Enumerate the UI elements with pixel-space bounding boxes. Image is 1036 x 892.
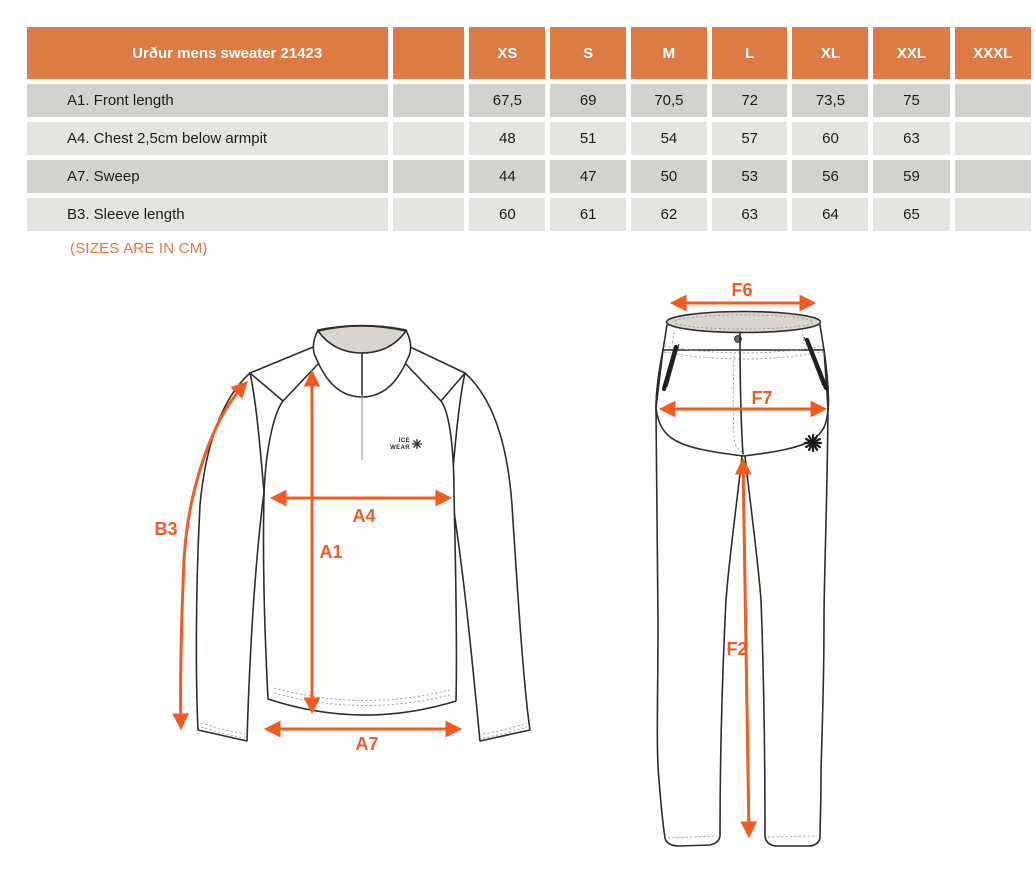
table-row: [27, 84, 1031, 117]
cell-value: 59: [873, 160, 949, 193]
cell-value: 48: [469, 122, 545, 155]
row-label: A4. Chest 2,5cm below armpit: [27, 122, 388, 155]
cell-value: 44: [469, 160, 545, 193]
size-header-l: L: [712, 27, 788, 79]
cell-value: 60: [792, 122, 868, 155]
logo-text-line2: WEAR: [390, 445, 410, 451]
cell-value: 60: [469, 198, 545, 231]
cell-value: 70,5: [631, 84, 707, 117]
waist-opening: [667, 312, 821, 333]
pants-diagram: [630, 280, 860, 870]
cell-value: [955, 160, 1032, 193]
row-blank-cell: [393, 160, 464, 193]
cell-value: 65: [873, 198, 949, 231]
size-header-s: S: [550, 27, 626, 79]
measure-label-f7: F7: [751, 388, 773, 408]
row-label: B3. Sleeve length: [27, 198, 388, 231]
measure-label-a1: A1: [319, 542, 343, 562]
sweater-right-sleeve: [451, 373, 530, 741]
table-row: [27, 122, 1031, 155]
cell-value: [955, 198, 1032, 231]
cell-value: 75: [873, 84, 949, 117]
cell-value: 64: [792, 198, 868, 231]
measure-label-a7: A7: [355, 734, 379, 754]
table-title: Urður mens sweater 21423: [27, 27, 388, 79]
size-header-m: M: [631, 27, 707, 79]
cell-value: 62: [631, 198, 707, 231]
right-pocket-stitch: [802, 330, 804, 344]
sweater-diagram: [150, 300, 550, 770]
size-header-xxxl: XXXL: [955, 27, 1032, 79]
cell-value: 61: [550, 198, 626, 231]
cell-value: 69: [550, 84, 626, 117]
table-row: [27, 160, 1031, 193]
cell-value: 47: [550, 160, 626, 193]
cell-value: [955, 122, 1032, 155]
size-header-xxl: XXL: [873, 27, 949, 79]
cell-value: 63: [873, 122, 949, 155]
size-header-xs: XS: [469, 27, 545, 79]
row-label: A7. Sweep: [27, 160, 388, 193]
units-note: (SIZES ARE IN CM): [70, 240, 208, 257]
sweater-left-sleeve: [196, 373, 264, 741]
cell-value: 53: [712, 160, 788, 193]
size-table: [22, 22, 1036, 236]
cell-value: 63: [712, 198, 788, 231]
cell-value: 50: [631, 160, 707, 193]
sweater-body: [263, 362, 456, 715]
cell-value: 73,5: [792, 84, 868, 117]
row-blank-cell: [393, 122, 464, 155]
row-blank-cell: [393, 84, 464, 117]
table-header-row: [27, 27, 1031, 79]
cell-value: 72: [712, 84, 788, 117]
header-blank-cell: [393, 27, 464, 79]
cell-value: 67,5: [469, 84, 545, 117]
measure-label-f2: F2: [726, 639, 748, 659]
cell-value: 57: [712, 122, 788, 155]
table-row: [27, 198, 1031, 231]
measure-label-f6: F6: [731, 280, 753, 300]
logo-text-line1: ICE: [398, 438, 410, 444]
cell-value: 51: [550, 122, 626, 155]
cell-value: 56: [792, 160, 868, 193]
cell-value: [955, 84, 1032, 117]
left-pocket-stitch: [672, 332, 674, 346]
size-header-xl: XL: [792, 27, 868, 79]
row-label: A1. Front length: [27, 84, 388, 117]
measure-label-a4: A4: [352, 506, 376, 526]
snowflake-icon: [413, 440, 422, 449]
row-blank-cell: [393, 198, 464, 231]
cell-value: 54: [631, 122, 707, 155]
measure-label-b3: B3: [154, 519, 178, 539]
